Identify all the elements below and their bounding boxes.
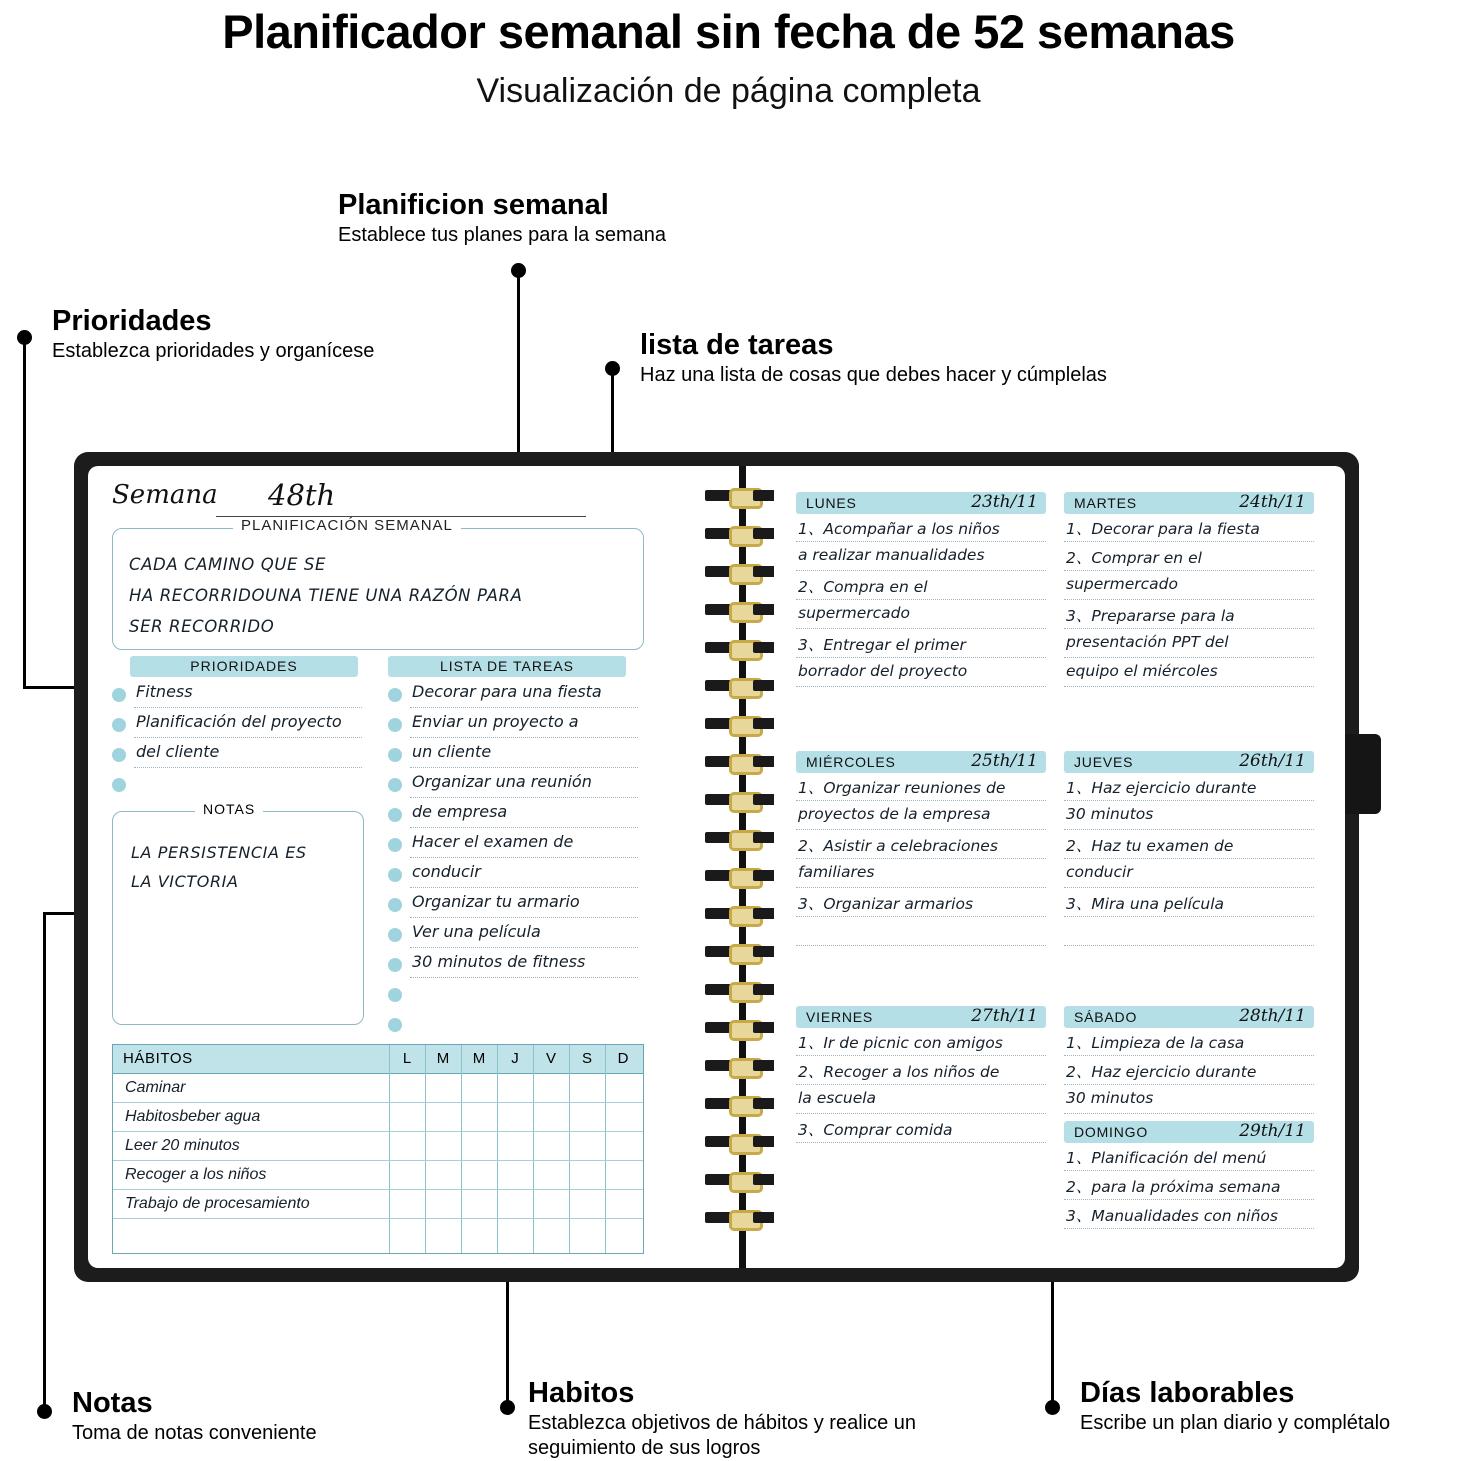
priority-text: Fitness: [136, 682, 193, 701]
week-label: Semana: [112, 480, 218, 510]
habits-grid-line: [605, 1045, 606, 1253]
day-task: supermercado: [798, 604, 910, 622]
habits-grid-line: [113, 1131, 643, 1132]
list-item[interactable]: [388, 921, 638, 951]
list-item[interactable]: [112, 741, 362, 771]
day-name: MIÉRCOLES: [806, 754, 896, 770]
weekly-planning-line: SER RECORRIDO: [129, 617, 275, 636]
bullet-icon: [388, 958, 402, 972]
spiral-binding: [701, 466, 785, 1268]
planner-notebook: [74, 452, 1359, 1282]
bullet-icon: [388, 988, 402, 1002]
writing-line: [410, 857, 638, 858]
bullet-icon: [112, 688, 126, 702]
bullet-icon: [388, 838, 402, 852]
day-task: proyectos de la empresa: [798, 805, 991, 823]
list-item[interactable]: [388, 771, 638, 801]
todo-list: [388, 681, 638, 1041]
habits-grid-line: [533, 1045, 534, 1253]
callout-notas-dot: [37, 1404, 52, 1419]
weekly-planning-text[interactable]: [129, 549, 629, 642]
bookmark-tab: [1341, 734, 1381, 814]
coil-ring: [705, 1096, 779, 1111]
day-header: [1064, 1121, 1314, 1143]
day-task: 30 minutos: [1066, 1089, 1154, 1107]
day-task: 3、Organizar armarios: [798, 895, 974, 913]
day-task: familiares: [798, 863, 875, 881]
day-task: 3、Comprar comida: [798, 1121, 953, 1139]
day-task: equipo el miércoles: [1066, 662, 1218, 680]
notes-box: [112, 801, 364, 1025]
day-header: [796, 492, 1046, 514]
notes-line: LA VICTORIA: [131, 872, 239, 891]
coil-ring: [705, 868, 779, 883]
habits-grid-line: [425, 1045, 426, 1253]
notes-line: LA PERSISTENCIA ES: [131, 843, 307, 862]
coil-ring: [705, 792, 779, 807]
callout-planificacion: [338, 190, 666, 248]
habits-grid-line: [113, 1218, 643, 1219]
list-item[interactable]: [388, 1011, 638, 1041]
habits-day-header: D: [617, 1050, 629, 1067]
habits-grid-line: [461, 1045, 462, 1253]
coil-ring: [705, 488, 779, 503]
list-item[interactable]: [112, 711, 362, 741]
day-task: 3、Manualidades con niños: [1066, 1207, 1278, 1225]
callout-prioridades-title: Prioridades: [52, 305, 212, 337]
day-lines[interactable]: [796, 1030, 1046, 1146]
coil-ring: [705, 526, 779, 541]
list-item[interactable]: [388, 981, 638, 1011]
coil-ring: [705, 1172, 779, 1187]
writing-line: [134, 707, 362, 708]
bullet-icon: [388, 808, 402, 822]
bullet-icon: [388, 868, 402, 882]
day-task: supermercado: [1066, 575, 1178, 593]
bullet-icon: [112, 748, 126, 762]
callout-lista-tareas-title: lista de tareas: [640, 329, 834, 361]
habits-grid-line: [113, 1102, 643, 1103]
list-item[interactable]: [388, 681, 638, 711]
day-lines[interactable]: [796, 775, 1046, 949]
habits-day-header: M: [472, 1050, 486, 1067]
writing-line: [410, 797, 638, 798]
callout-dias-leader: [1051, 1280, 1054, 1407]
todo-text: conducir: [412, 862, 481, 881]
day-header: [1064, 1006, 1314, 1028]
day-header: [796, 1006, 1046, 1028]
callout-prioridades-desc: Establezca prioridades y organícese: [52, 340, 375, 363]
day-task: 1、Limpieza de la casa: [1066, 1034, 1245, 1052]
habit-name[interactable]: Trabajo de procesamiento: [125, 1195, 310, 1212]
bullet-icon: [388, 688, 402, 702]
bullet-icon: [388, 778, 402, 792]
day-name: DOMINGO: [1074, 1124, 1149, 1140]
list-item[interactable]: [112, 771, 362, 801]
habits-header-label: HÁBITOS: [123, 1050, 193, 1067]
day-task: 3、Prepararse para la: [1066, 607, 1235, 625]
day-task: 1、Ir de picnic con amigos: [798, 1034, 1003, 1052]
todo-text: un cliente: [412, 742, 492, 761]
todo-text: 30 minutos de fitness: [412, 952, 586, 971]
day-task: la escuela: [798, 1089, 877, 1107]
writing-line: [134, 737, 362, 738]
notes-text[interactable]: [131, 838, 307, 896]
todo-text: de empresa: [412, 802, 508, 821]
weekly-planning-header: PLANIFICACIÓN SEMANAL: [233, 517, 461, 534]
day-task: 2、Asistir a celebraciones: [798, 837, 998, 855]
notes-header: NOTAS: [195, 801, 263, 817]
callout-dias-desc: Escribe un plan diario y complétalo: [1080, 1412, 1391, 1435]
list-item[interactable]: [388, 831, 638, 861]
weekly-planning-box: [112, 517, 644, 650]
writing-line: [410, 947, 638, 948]
priorities-header: PRIORIDADES: [130, 656, 358, 677]
weekly-planning-line: CADA CAMINO QUE SE: [129, 555, 326, 574]
habits-grid-line: [113, 1189, 643, 1190]
bullet-icon: [388, 748, 402, 762]
coil-ring: [705, 678, 779, 693]
coil-ring: [705, 1134, 779, 1149]
day-task: 3、Mira una película: [1066, 895, 1225, 913]
day-date[interactable]: 28th/11: [1239, 1006, 1306, 1026]
writing-line: [410, 917, 638, 918]
habits-day-header: V: [545, 1050, 556, 1067]
list-item[interactable]: [388, 861, 638, 891]
habit-name[interactable]: Leer 20 minutos: [125, 1137, 240, 1154]
todo-text: Decorar para una fiesta: [412, 682, 602, 701]
todo-text: Ver una película: [412, 922, 541, 941]
habits-grid-line: [389, 1045, 390, 1253]
list-item[interactable]: [112, 681, 362, 711]
list-item[interactable]: [388, 801, 638, 831]
habits-grid-line: [113, 1160, 643, 1161]
planner-right-page: [774, 466, 1345, 1268]
coil-ring: [705, 640, 779, 655]
bullet-icon: [388, 1018, 402, 1032]
priority-text: Planificación del proyecto: [136, 712, 342, 731]
weekly-planning-line: HA RECORRIDOUNA TIENE UNA RAZÓN PARA: [129, 586, 523, 605]
list-item[interactable]: [388, 891, 638, 921]
planner-left-page: [88, 466, 748, 1268]
page-subtitle: Visualización de página completa: [476, 72, 981, 110]
callout-notas-leader-v: [43, 912, 46, 1406]
writing-line: [134, 767, 362, 768]
page-title: Planificador semanal sin fecha de 52 semanas: [222, 5, 1235, 58]
day-name: SÁBADO: [1074, 1009, 1138, 1025]
bullet-icon: [112, 778, 126, 792]
bullet-icon: [388, 898, 402, 912]
callout-planificacion-title: Planificion semanal: [338, 189, 609, 221]
day-name: JUEVES: [1074, 754, 1134, 770]
habit-name[interactable]: Caminar: [125, 1079, 186, 1096]
day-task: 1、Decorar para la fiesta: [1066, 520, 1260, 538]
day-task: 1、Haz ejercicio durante: [1066, 779, 1257, 797]
bullet-icon: [112, 718, 126, 732]
day-lines[interactable]: [1064, 516, 1314, 690]
day-date[interactable]: 24th/11: [1239, 492, 1306, 512]
writing-line: [410, 827, 638, 828]
habits-day-header: J: [511, 1050, 519, 1067]
day-task: borrador del proyecto: [798, 662, 968, 680]
habits-grid-line: [569, 1045, 570, 1253]
day-task: 2、Compra en el: [798, 578, 928, 596]
day-task: 30 minutos: [1066, 805, 1154, 823]
coil-ring: [705, 1058, 779, 1073]
writing-line: [410, 887, 638, 888]
day-header: [1064, 492, 1314, 514]
day-lines[interactable]: [1064, 1030, 1314, 1117]
priorities-list: [112, 681, 362, 801]
todo-text: Organizar una reunión: [412, 772, 592, 791]
writing-line: [410, 707, 638, 708]
bullet-icon: [388, 928, 402, 942]
coil-ring: [705, 1020, 779, 1035]
coil-ring: [705, 716, 779, 731]
day-name: MARTES: [1074, 495, 1137, 511]
callout-notas: [72, 1388, 317, 1446]
callout-prioridades-leader-v: [23, 338, 26, 689]
coil-ring: [705, 564, 779, 579]
callout-habitos: [528, 1378, 958, 1461]
list-item[interactable]: [388, 741, 638, 771]
day-lines[interactable]: [796, 516, 1046, 690]
day-task: 1、Planificación del menú: [1066, 1149, 1267, 1167]
day-task: 2、Haz tu examen de: [1066, 837, 1234, 855]
day-task: a realizar manualidades: [798, 546, 985, 564]
writing-line: [410, 737, 638, 738]
todo-text: Organizar tu armario: [412, 892, 580, 911]
habits-day-header: S: [581, 1050, 592, 1067]
coil-ring: [705, 982, 779, 997]
callout-planificacion-desc: Establece tus planes para la semana: [338, 224, 666, 247]
day-name: LUNES: [806, 495, 857, 511]
day-task: 2、para la próxima semana: [1066, 1178, 1281, 1196]
day-name: VIERNES: [806, 1009, 874, 1025]
day-task: 2、Comprar en el: [1066, 549, 1202, 567]
coil-ring: [705, 944, 779, 959]
week-number[interactable]: 48th: [268, 478, 336, 512]
day-task: presentación PPT del: [1066, 633, 1229, 651]
todo-header: LISTA DE TAREAS: [388, 656, 626, 677]
coil-ring: [705, 830, 779, 845]
coil-ring: [705, 1210, 779, 1225]
day-date[interactable]: 27th/11: [971, 1006, 1038, 1026]
coil-ring: [705, 754, 779, 769]
list-item[interactable]: [388, 951, 638, 981]
coil-ring: [705, 906, 779, 921]
callout-habitos-desc: Establezca objetivos de hábitos y realice un seguimiento de sus logros: [528, 1412, 917, 1460]
day-lines[interactable]: [1064, 775, 1314, 949]
habits-table: [112, 1044, 644, 1254]
day-date[interactable]: 26th/11: [1239, 751, 1306, 771]
day-task: 1、Acompañar a los niños: [798, 520, 1000, 538]
callout-lista-tareas-desc: Haz una lista de cosas que debes hacer y cúmplelas: [640, 364, 1107, 387]
list-item[interactable]: [388, 711, 638, 741]
day-task: 2、Haz ejercicio durante: [1066, 1063, 1257, 1081]
habit-name[interactable]: Recoger a los niños: [125, 1166, 267, 1183]
habits-day-header: M: [436, 1050, 450, 1067]
habits-day-header: L: [402, 1050, 412, 1067]
callout-prioridades: [52, 306, 374, 364]
habit-name[interactable]: Habitosbeber agua: [125, 1108, 261, 1125]
day-header: [1064, 751, 1314, 773]
callout-notas-desc: Toma de notas conveniente: [72, 1422, 317, 1445]
day-date[interactable]: 25th/11: [971, 751, 1038, 771]
day-date[interactable]: 29th/11: [1239, 1121, 1306, 1141]
day-task: 3、Entregar el primer: [798, 636, 966, 654]
callout-dias: [1080, 1378, 1390, 1436]
day-lines[interactable]: [1064, 1145, 1314, 1232]
coil-ring: [705, 602, 779, 617]
todo-text: Enviar un proyecto a: [412, 712, 579, 731]
writing-line: [410, 977, 638, 978]
callout-lista-tareas: [640, 330, 1107, 388]
todo-text: Hacer el examen de: [412, 832, 574, 851]
day-task: conducir: [1066, 863, 1133, 881]
callout-dias-title: Días laborables: [1080, 1377, 1295, 1409]
priority-text: del cliente: [136, 742, 220, 761]
callout-notas-title: Notas: [72, 1387, 153, 1419]
habits-table-header: [113, 1045, 643, 1074]
writing-line: [410, 767, 638, 768]
bullet-icon: [388, 718, 402, 732]
day-date[interactable]: 23th/11: [971, 492, 1038, 512]
day-header: [796, 751, 1046, 773]
day-task: 1、Organizar reuniones de: [798, 779, 1006, 797]
callout-habitos-title: Habitos: [528, 1377, 635, 1409]
habits-grid-line: [497, 1045, 498, 1253]
day-task: 2、Recoger a los niños de: [798, 1063, 1000, 1081]
